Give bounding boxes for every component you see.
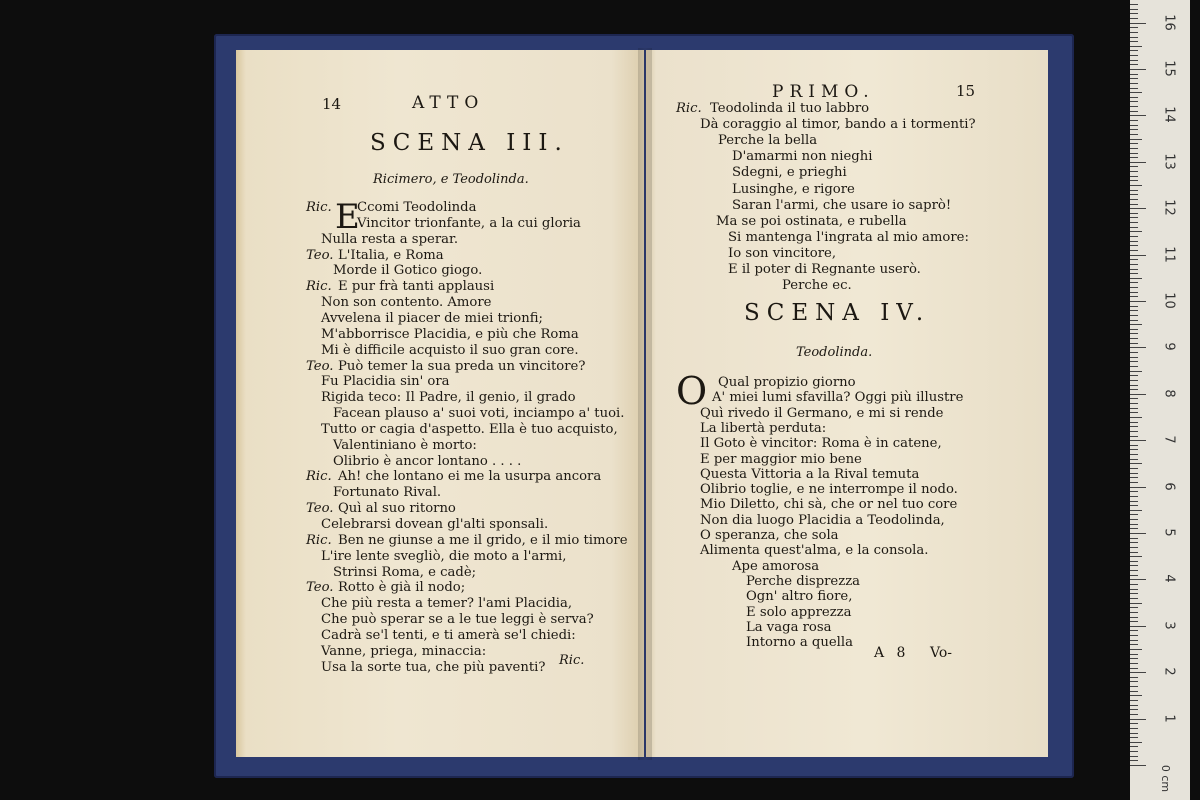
left-running-head: ATTO: [412, 93, 485, 113]
ruler-tick: [1130, 231, 1142, 232]
right-characters: Teodolinda.: [796, 345, 873, 360]
verse-line: A' miei lumi sfavilla? Oggi più illustre: [712, 390, 964, 406]
speaker-label: Teo.: [306, 358, 334, 374]
ruler-tick: [1130, 468, 1138, 469]
ruler-tick: [1130, 222, 1138, 223]
ruler-tick: [1130, 514, 1138, 515]
ruler-tick: [1130, 519, 1138, 520]
ruler-tick: [1130, 352, 1138, 353]
verse-line: Ccomi Teodolinda: [357, 200, 477, 215]
ruler-tick: [1130, 41, 1138, 42]
ruler-tick: [1130, 69, 1146, 70]
ruler-tick: [1130, 565, 1138, 566]
verse-line: La vaga rosa: [746, 619, 832, 635]
ruler-tick: [1130, 695, 1142, 696]
verse-line: L'ire lente svegliò, die moto a l'armi,: [321, 548, 567, 564]
ruler-tick: [1130, 398, 1138, 399]
ruler-tick: [1130, 208, 1146, 209]
speaker-label: Ric.: [306, 279, 332, 295]
ruler-number: 16: [1161, 13, 1177, 31]
ruler-tick: [1130, 60, 1138, 61]
speaker-label: Teo.: [306, 501, 334, 517]
ruler-tick: [1130, 306, 1138, 307]
left-drop-cap: E: [335, 197, 360, 237]
ruler-tick: [1130, 760, 1138, 761]
ruler-number: 3: [1161, 621, 1177, 630]
ruler-tick: [1130, 477, 1138, 478]
verse-line: Lusinghe, e rigore: [732, 181, 855, 197]
ruler-number: 4: [1161, 574, 1177, 584]
ruler-number: 1: [1161, 713, 1177, 723]
ruler-tick: [1130, 74, 1138, 75]
ruler-number: 11: [1161, 245, 1177, 263]
ruler-tick: [1130, 501, 1138, 502]
ruler-tick: [1130, 129, 1138, 130]
verse-line: Mi è difficile acquisto il suo gran core.: [321, 342, 579, 358]
ruler-number: 5: [1161, 528, 1177, 537]
ruler-tick: [1130, 742, 1142, 743]
ruler-tick: [1130, 403, 1138, 404]
verse-line: Non dia luogo Placidia a Teodolinda,: [700, 512, 945, 528]
ruler-tick: [1130, 431, 1138, 432]
ruler-tick: [1130, 301, 1146, 302]
ruler-tick: [1130, 153, 1138, 154]
verse-line: E pur frà tanti applausi: [338, 279, 495, 295]
verse-line: Intorno a quella: [746, 635, 853, 651]
ruler-tick: [1130, 375, 1138, 376]
measurement-ruler: [1130, 0, 1190, 800]
ruler-tick: [1130, 101, 1138, 102]
verse-line: Alimenta quest'alma, e la consola.: [700, 543, 929, 559]
ruler-tick: [1130, 338, 1138, 339]
ruler-tick: [1130, 282, 1138, 283]
ruler-tick: [1130, 120, 1138, 121]
ruler-tick: [1130, 255, 1146, 256]
ruler-tick: [1130, 630, 1138, 631]
ruler-tick: [1130, 533, 1146, 534]
verse-line: Questa Vittoria a la Rival temuta: [700, 466, 920, 482]
verse-line: Morde il Gotico giogo.: [333, 263, 483, 279]
ruler-tick: [1130, 324, 1142, 325]
ruler-tick: [1130, 50, 1138, 51]
ruler-tick: [1130, 607, 1138, 608]
ruler-number: 12: [1161, 199, 1177, 216]
right-signature: A 8: [874, 645, 910, 661]
ruler-tick: [1130, 658, 1138, 659]
verse-line: Dà coraggio al timor, bando a i tormenti?: [700, 117, 976, 133]
ruler-tick: [1130, 204, 1138, 205]
verse-line: Ma se poi ostinata, e rubella: [716, 213, 907, 229]
verse-line: Strinsi Roma, e cadè;: [333, 564, 477, 580]
ruler-tick: [1130, 296, 1138, 297]
right-drop-cap: O: [676, 369, 708, 413]
ruler-tick: [1130, 561, 1138, 562]
ruler-tick: [1130, 264, 1138, 265]
ruler-tick: [1130, 756, 1138, 757]
ruler-tick: [1130, 640, 1138, 641]
ruler-tick: [1130, 287, 1138, 288]
ruler-tick: [1130, 728, 1138, 729]
ruler-number: 9: [1161, 342, 1177, 352]
verse-line: Io son vincitore,: [728, 245, 837, 261]
ruler-tick: [1130, 463, 1142, 464]
ruler-tick: [1130, 663, 1138, 664]
verse-line: Ben ne giunse a me il grido, e il mio timore: [338, 532, 628, 548]
ruler-tick: [1130, 556, 1142, 557]
ruler-tick: [1130, 705, 1138, 706]
ruler-number: 8: [1161, 389, 1177, 398]
ruler-tick: [1130, 440, 1146, 441]
verse-line: Rigida teco: Il Padre, il genio, il grado: [321, 390, 576, 406]
ruler-number: 10: [1161, 292, 1177, 309]
ruler-number: 15: [1161, 60, 1177, 77]
ruler-tick: [1130, 528, 1138, 529]
ruler-tick: [1130, 603, 1142, 604]
ruler-tick: [1130, 347, 1146, 348]
ruler-tick: [1130, 737, 1138, 738]
verse-line: Si mantenga l'ingrata al mio amore:: [728, 229, 969, 245]
ruler-tick: [1130, 408, 1138, 409]
ruler-tick: [1130, 278, 1142, 279]
ruler-tick: [1130, 148, 1138, 149]
ruler-unit-label: 0 cm: [1159, 764, 1173, 793]
ruler-tick: [1130, 426, 1138, 427]
ruler-tick: [1130, 83, 1138, 84]
speaker-label: Ric.: [306, 532, 332, 548]
left-page-number: 14: [322, 95, 342, 113]
ruler-tick: [1130, 417, 1142, 418]
verse-line: Perche la bella: [718, 133, 818, 149]
verse-line: Perche ec.: [782, 278, 852, 294]
verse-line: Olibrio toglie, e ne interrompe il nodo.: [700, 482, 958, 498]
ruler-tick: [1130, 612, 1138, 613]
ruler-number: 14: [1161, 106, 1177, 124]
ruler-tick: [1130, 672, 1146, 673]
ruler-tick: [1130, 746, 1138, 747]
verse-line: Non son contento. Amore: [321, 295, 492, 311]
verse-line: Ogn' altro fiore,: [746, 589, 853, 605]
ruler-tick: [1130, 547, 1138, 548]
verse-line: E per maggior mio bene: [700, 451, 862, 467]
verse-line: La libertà perduta:: [700, 420, 827, 436]
ruler-tick: [1130, 473, 1138, 474]
ruler-tick: [1130, 190, 1138, 191]
ruler-tick: [1130, 46, 1142, 47]
right-scene-title: SCENA IV.: [744, 300, 931, 326]
ruler-tick: [1130, 241, 1138, 242]
ruler-tick: [1130, 394, 1146, 395]
ruler-tick: [1130, 9, 1138, 10]
ruler-tick: [1130, 459, 1138, 460]
ruler-tick: [1130, 482, 1138, 483]
ruler-tick: [1130, 496, 1138, 497]
left-catchword: Ric.: [559, 653, 585, 668]
ruler-tick: [1130, 259, 1138, 260]
ruler-tick: [1130, 78, 1138, 79]
verse-line: Vanne, priega, minaccia:: [321, 643, 487, 659]
ruler-tick: [1130, 593, 1138, 594]
ruler-tick: [1130, 97, 1138, 98]
ruler-tick: [1130, 491, 1138, 492]
verse-line: E solo apprezza: [746, 604, 852, 620]
ruler-tick: [1130, 329, 1138, 330]
ruler-tick: [1130, 171, 1138, 172]
verse-line: Quì rivedo il Germano, e mi si rende: [700, 405, 944, 421]
ruler-tick: [1130, 217, 1138, 218]
ruler-tick: [1130, 343, 1138, 344]
ruler-tick: [1130, 621, 1138, 622]
ruler-tick: [1130, 765, 1146, 766]
verse-line: D'amarmi non nieghi: [732, 149, 873, 165]
ruler-tick: [1130, 691, 1138, 692]
ruler-tick: [1130, 714, 1138, 715]
verse-line: O speranza, che sola: [700, 528, 839, 543]
left-scene-title: SCENA III.: [370, 130, 569, 156]
verse-line: Quì al suo ritorno: [338, 501, 456, 517]
verse-line: Facean plauso a' suoi voti, inciampo a' tuoi.: [333, 406, 625, 422]
ruler-tick: [1130, 644, 1138, 645]
ruler-tick: [1130, 27, 1138, 28]
ruler-tick: [1130, 180, 1138, 181]
ruler-tick: [1130, 13, 1138, 14]
ruler-tick: [1130, 157, 1138, 158]
verse-line: Olibrio è ancor lontano . . . .: [333, 453, 522, 469]
ruler-tick: [1130, 292, 1138, 293]
ruler-tick: [1130, 449, 1138, 450]
ruler-tick: [1130, 654, 1138, 655]
verse-line: Celebrarsi dovean gl'alti sponsali.: [321, 517, 549, 532]
ruler-tick: [1130, 143, 1138, 144]
ruler-tick: [1130, 584, 1138, 585]
ruler-tick: [1130, 626, 1146, 627]
ruler-tick: [1130, 681, 1138, 682]
ruler-tick: [1130, 575, 1138, 576]
ruler-tick: [1130, 115, 1146, 116]
ruler-tick: [1130, 579, 1146, 580]
ruler-tick: [1130, 686, 1138, 687]
ruler-tick: [1130, 134, 1138, 135]
verse-line: Mio Diletto, chi sà, che or nel tuo core: [700, 497, 958, 513]
ruler-tick: [1130, 589, 1138, 590]
ruler-number: 6: [1161, 481, 1177, 491]
ruler-tick: [1130, 668, 1138, 669]
verse-line: Rotto è già il nodo;: [338, 580, 466, 596]
ruler-tick: [1130, 273, 1138, 274]
ruler-tick: [1130, 361, 1138, 362]
ruler-tick: [1130, 649, 1142, 650]
ruler-tick: [1130, 598, 1138, 599]
book-gutter: [638, 48, 652, 760]
verse-line: Vincitor trionfante, a la cui gloria: [357, 215, 581, 231]
ruler-tick: [1130, 55, 1138, 56]
ruler-tick: [1130, 385, 1138, 386]
ruler-tick: [1130, 538, 1138, 539]
ruler-tick: [1130, 213, 1138, 214]
verse-line: Valentiniano è morto:: [333, 437, 477, 453]
verse-line: Qual propizio giorno: [718, 375, 856, 390]
ruler-tick: [1130, 552, 1138, 553]
verse-line: Teodolinda il tuo labbro: [710, 101, 870, 116]
ruler-tick: [1130, 751, 1138, 752]
ruler-tick: [1130, 88, 1138, 89]
verse-line: L'Italia, e Roma: [338, 247, 444, 263]
ruler-tick: [1130, 310, 1138, 311]
verse-line: Sdegni, e prieghi: [732, 165, 847, 181]
verse-line: Avvelena il piacer de miei trionfi;: [321, 310, 543, 326]
ruler-tick: [1130, 445, 1138, 446]
ruler-tick: [1130, 524, 1138, 525]
verse-line: E il poter di Regnante userò.: [728, 262, 921, 277]
speaker-label: Teo.: [306, 580, 334, 596]
speaker-label: Ric.: [306, 469, 332, 485]
ruler-tick: [1130, 139, 1142, 140]
ruler-tick: [1130, 236, 1138, 237]
ruler-tick: [1130, 92, 1142, 93]
ruler-tick: [1130, 194, 1138, 195]
right-running-head: PRIMO.: [772, 82, 875, 102]
ruler-tick: [1130, 18, 1138, 19]
verse-line: Può temer la sua preda un vincitore?: [338, 358, 586, 374]
ruler-tick: [1130, 227, 1138, 228]
ruler-tick: [1130, 454, 1138, 455]
ruler-tick: [1130, 162, 1146, 163]
ruler-tick: [1130, 371, 1142, 372]
ruler-tick: [1130, 245, 1138, 246]
ruler-number: 13: [1161, 153, 1177, 170]
ruler-tick: [1130, 487, 1146, 488]
ruler-tick: [1130, 570, 1138, 571]
ruler-tick: [1130, 677, 1138, 678]
ruler-tick: [1130, 617, 1138, 618]
ruler-tick: [1130, 389, 1138, 390]
speaker-label: Ric.: [306, 200, 332, 215]
verse-line: Usa la sorte tua, che più paventi?: [321, 659, 546, 675]
ruler-tick: [1130, 366, 1138, 367]
verse-line: Che più resta a temer? l'ami Placidia,: [321, 596, 573, 612]
ruler-tick: [1130, 412, 1138, 413]
verse-line: Fortunato Rival.: [333, 485, 442, 501]
ruler-number: 7: [1161, 435, 1177, 444]
ruler-tick: [1130, 4, 1138, 5]
left-characters: Ricimero, e Teodolinda.: [373, 172, 529, 187]
ruler-tick: [1130, 505, 1138, 506]
ruler-tick: [1130, 709, 1138, 710]
verse-line: Cadrà se'l tenti, e ti amerà se'l chiedi:: [321, 627, 576, 643]
ruler-tick: [1130, 723, 1138, 724]
ruler-tick: [1130, 185, 1142, 186]
speaker-label: Ric.: [676, 101, 702, 116]
ruler-tick: [1130, 37, 1138, 38]
ruler-tick: [1130, 199, 1138, 200]
ruler-tick: [1130, 422, 1138, 423]
verse-line: Perche disprezza: [746, 573, 860, 589]
ruler-tick: [1130, 357, 1138, 358]
verse-line: Tutto or cagia d'aspetto. Ella è tuo acquisto,: [321, 421, 618, 437]
ruler-tick: [1130, 315, 1138, 316]
ruler-tick: [1130, 166, 1138, 167]
right-page-number: 15: [956, 82, 976, 100]
verse-line: Saran l'armi, che usare io saprò!: [732, 197, 952, 213]
ruler-tick: [1130, 23, 1146, 24]
right-catchword: Vo-: [930, 645, 952, 661]
ruler-number: 2: [1161, 667, 1177, 676]
ruler-tick: [1130, 380, 1138, 381]
ruler-tick: [1130, 176, 1138, 177]
ruler-tick: [1130, 700, 1138, 701]
ruler-tick: [1130, 320, 1138, 321]
ruler-tick: [1130, 125, 1138, 126]
ruler-tick: [1130, 269, 1138, 270]
ruler-tick: [1130, 436, 1138, 437]
verse-line: Ape amorosa: [732, 558, 820, 574]
ruler-tick: [1130, 510, 1142, 511]
ruler-tick: [1130, 719, 1146, 720]
ruler-tick: [1130, 106, 1138, 107]
ruler-tick: [1130, 333, 1138, 334]
ruler-tick: [1130, 64, 1138, 65]
ruler-tick: [1130, 733, 1138, 734]
verse-line: Nulla resta a sperar.: [321, 231, 459, 247]
verse-line: Ah! che lontano ei me la usurpa ancora: [338, 469, 602, 485]
verse-line: M'abborrisce Placidia, e più che Roma: [321, 326, 579, 342]
speaker-label: Teo.: [306, 247, 334, 263]
ruler-tick: [1130, 111, 1138, 112]
ruler-tick: [1130, 32, 1138, 33]
verse-line: Che può sperar se a le tue leggi è serva?: [321, 612, 594, 628]
ruler-tick: [1130, 635, 1138, 636]
ruler-tick: [1130, 542, 1138, 543]
ruler-tick: [1130, 250, 1138, 251]
verse-line: Fu Placidia sin' ora: [321, 374, 450, 390]
verse-line: Il Goto è vincitor: Roma è in catene,: [700, 436, 942, 452]
